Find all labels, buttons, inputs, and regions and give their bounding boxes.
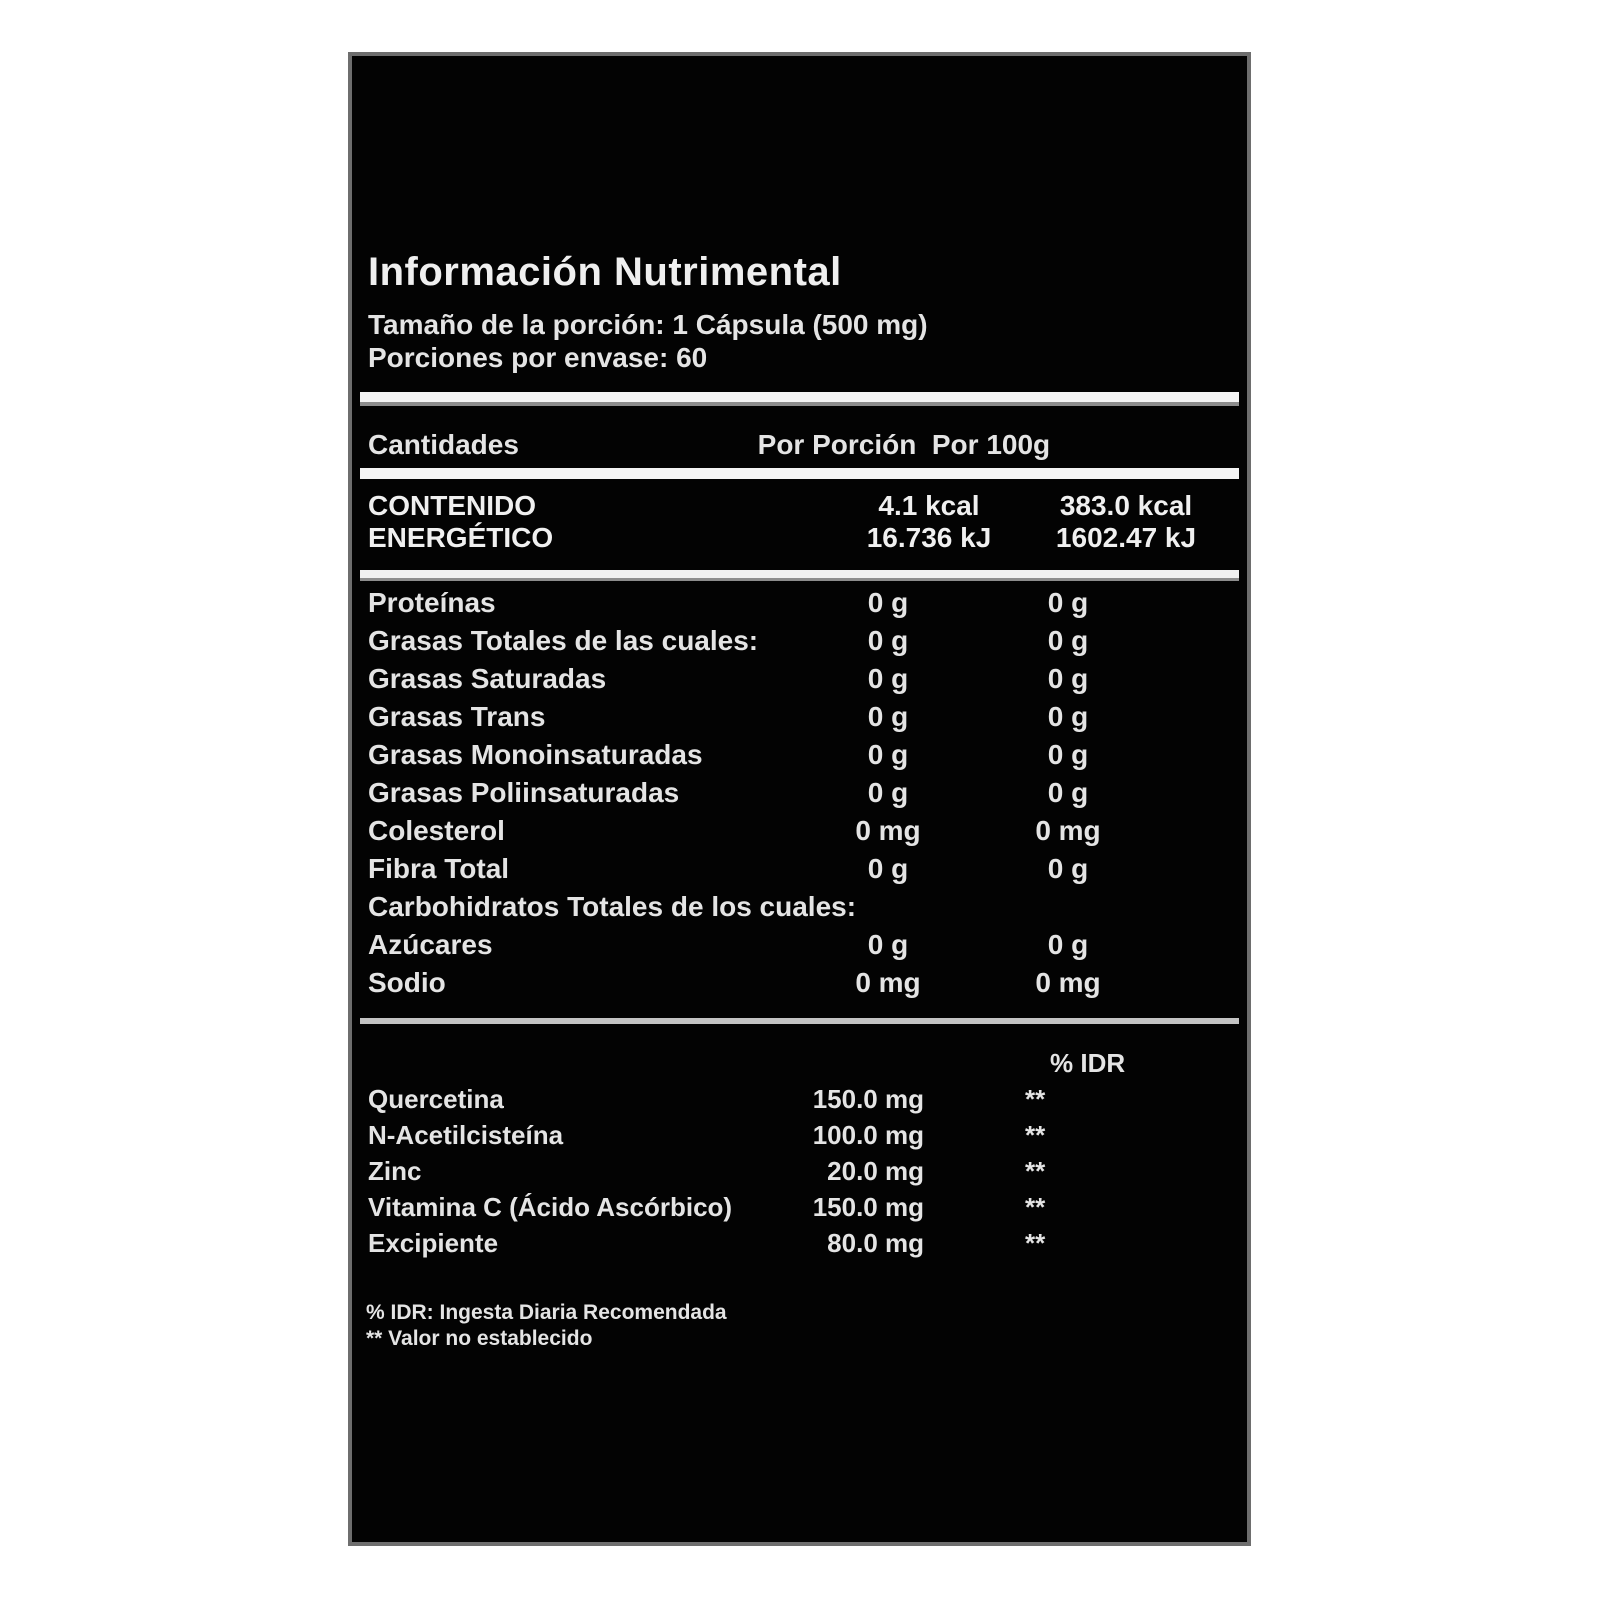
divider-thick-under-energy (360, 570, 1239, 578)
nutrient-per-serving: 0 g (867, 663, 909, 694)
nutrient-row (352, 926, 1247, 964)
nutrient-per-100g: 0 g (1047, 587, 1089, 618)
nutrient-row (352, 584, 1247, 622)
supplement-label: N-Acetilcisteína (368, 1120, 564, 1150)
nutrient-label: Carbohidratos Totales de los cuales: (368, 891, 857, 922)
nutrient-label: Colesterol (368, 815, 505, 846)
nutrient-per-100g: 0 mg (1035, 815, 1101, 846)
nutrient-row (352, 774, 1247, 812)
energy-label-line1: CONTENIDO (368, 490, 536, 521)
energy-label-line2: ENERGÉTICO (368, 522, 554, 553)
nutrient-label: Grasas Totales de las cuales: (368, 625, 759, 656)
nutrient-per-serving: 0 g (867, 777, 909, 808)
servings-per-container-line: Porciones por envase: 60 (368, 342, 708, 373)
supplement-idr: ** (1025, 1084, 1046, 1114)
supplement-label: Vitamina C (Ácido Ascórbico) (368, 1192, 733, 1222)
column-header-quantities: Cantidades (368, 429, 519, 460)
supplement-label: Excipiente (368, 1228, 499, 1258)
supplements-table (352, 1081, 1247, 1261)
nutrient-per-serving: 0 g (867, 739, 909, 770)
nutrient-row (352, 660, 1247, 698)
divider-under-headers (360, 468, 1239, 479)
nutrient-per-100g: 0 g (1047, 777, 1089, 808)
nutrient-per-100g: 0 mg (1035, 967, 1101, 998)
energy-per-serving (827, 490, 1031, 554)
nutrient-label: Grasas Poliinsaturadas (368, 777, 680, 808)
nutrient-row (352, 888, 1247, 926)
supplement-amount: 100.0 mg (812, 1120, 924, 1150)
supplement-row (352, 1117, 1247, 1153)
nutrient-row (352, 812, 1247, 850)
supplement-row (352, 1153, 1247, 1189)
nutrient-label: Grasas Trans (368, 701, 546, 732)
divider-thin-under-energy (360, 578, 1239, 581)
column-header-per-serving: Por Porción (757, 429, 917, 460)
nutrient-per-100g: 0 g (1047, 853, 1089, 884)
supplement-row (352, 1189, 1247, 1225)
nutrient-per-100g: 0 g (1047, 625, 1089, 656)
nutrient-per-serving: 0 g (867, 587, 909, 618)
supplement-row (352, 1225, 1247, 1261)
nutrient-per-100g: 0 g (1047, 663, 1089, 694)
serving-size-line: Tamaño de la porción: 1 Cápsula (500 mg) (368, 309, 928, 340)
nutrient-label: Proteínas (368, 587, 496, 618)
energy-per-100g-kj: 1602.47 kJ (1055, 522, 1197, 553)
nutrient-per-100g: 0 g (1047, 739, 1089, 770)
energy-per-serving-kcal: 4.1 kcal (878, 490, 980, 521)
nutrient-label: Sodio (368, 967, 446, 998)
nutrient-row (352, 850, 1247, 888)
nutrient-row (352, 736, 1247, 774)
supplement-label: Quercetina (368, 1084, 504, 1114)
idr-column-header: % IDR (1050, 1048, 1126, 1078)
label-title: Información Nutrimental (368, 250, 842, 294)
nutrients-table (352, 584, 1247, 1002)
nutrient-label: Grasas Saturadas (368, 663, 607, 694)
nutrient-per-serving: 0 g (867, 929, 909, 960)
energy-label (368, 490, 553, 554)
supplement-idr: ** (1025, 1192, 1046, 1222)
nutrition-facts-panel (348, 52, 1251, 1546)
energy-per-100g-kcal: 383.0 kcal (1059, 490, 1193, 521)
supplement-label: Zinc (368, 1156, 422, 1186)
nutrient-per-serving: 0 g (867, 625, 909, 656)
footnote-idr-definition: % IDR: Ingesta Diaria Recomendada (366, 1301, 727, 1324)
nutrient-label: Fibra Total (368, 853, 510, 884)
supplement-amount: 20.0 mg (827, 1156, 924, 1186)
nutrient-per-serving: 0 g (867, 853, 909, 884)
nutrient-per-100g: 0 g (1047, 701, 1089, 732)
nutrient-row (352, 964, 1247, 1002)
supplement-amount: 150.0 mg (812, 1192, 924, 1222)
supplement-idr: ** (1025, 1120, 1046, 1150)
footnote-no-value: ** Valor no establecido (366, 1327, 593, 1350)
supplement-amount: 150.0 mg (812, 1084, 924, 1114)
nutrient-label: Grasas Monoinsaturadas (368, 739, 703, 770)
nutrient-per-serving: 0 mg (855, 967, 921, 998)
supplement-row (352, 1081, 1247, 1117)
nutrient-per-serving: 0 mg (855, 815, 921, 846)
divider-under-nutrients (360, 1018, 1239, 1024)
energy-per-serving-kj: 16.736 kJ (866, 522, 992, 553)
column-header-per-100g: Por 100g (931, 429, 1051, 460)
nutrient-per-serving: 0 g (867, 701, 909, 732)
supplement-idr: ** (1025, 1228, 1046, 1258)
nutrient-row (352, 698, 1247, 736)
nutrient-row (352, 622, 1247, 660)
supplement-idr: ** (1025, 1156, 1046, 1186)
energy-per-100g (1024, 490, 1228, 554)
nutrient-label: Azúcares (368, 929, 493, 960)
divider-thin-top (360, 402, 1239, 406)
supplement-amount: 80.0 mg (827, 1228, 924, 1258)
nutrient-per-100g: 0 g (1047, 929, 1089, 960)
divider-thick-top (360, 392, 1239, 402)
